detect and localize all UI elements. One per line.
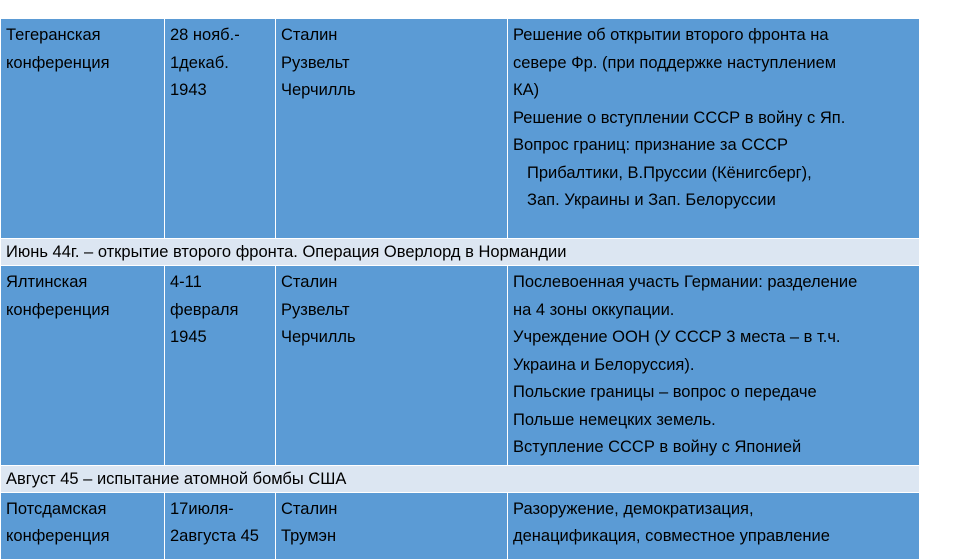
conference-name-cell xyxy=(1,19,165,239)
conference-leaders-cell xyxy=(276,266,508,466)
event-band-cell xyxy=(1,239,920,266)
table-row-potsdam xyxy=(1,492,920,559)
conference-date: 17июля- xyxy=(170,499,234,518)
conference-date: 1945 xyxy=(170,328,207,346)
leader-name: Черчилль xyxy=(281,328,356,346)
conference-date: 2августа 45 xyxy=(170,527,259,545)
conference-date: 4-11 xyxy=(170,273,202,291)
conference-date: 1декаб. xyxy=(170,53,229,72)
event-band-text: Август 45 – испытание атомной бомбы США xyxy=(6,469,347,488)
decision-line: Разоружение, демократизация, xyxy=(513,499,754,518)
conference-name: Ялтинская xyxy=(6,273,88,291)
event-band-text: Июнь 44г. – открытие второго фронта. Операция Оверлорд в Нормандии xyxy=(6,243,567,261)
leader-name: Сталин xyxy=(281,499,338,518)
conferences-table xyxy=(0,18,920,560)
conference-decisions-cell xyxy=(508,266,920,466)
conference-decisions-cell xyxy=(508,492,920,559)
decision-line: Решение о вступлении СССР в войну с Яп. xyxy=(513,108,846,127)
conference-dates-cell xyxy=(165,492,276,559)
decision-line: КА) xyxy=(513,81,540,99)
decision-line: Вопрос границ: признание за СССР xyxy=(513,136,788,154)
table-row-yalta xyxy=(1,266,920,466)
decision-line: на 4 зоны оккупации. xyxy=(513,300,675,319)
leader-name: Сталин xyxy=(281,26,338,44)
decision-line: Послевоенная участь Германии: разделение xyxy=(513,273,858,291)
decision-line: Решение об открытии второго фронта на xyxy=(513,26,829,44)
table-row-tehran xyxy=(1,19,920,239)
leader-name: Сталин xyxy=(281,273,338,291)
conference-name: конференция xyxy=(6,527,110,545)
decision-line: Польше немецких земель. xyxy=(513,410,716,429)
leader-name: Трумэн xyxy=(281,527,337,545)
conference-name: конференция xyxy=(6,53,110,72)
decision-line: Вступление СССР в войну с Японией xyxy=(513,438,802,456)
table-row-event-band xyxy=(1,239,920,266)
conference-dates-cell xyxy=(165,19,276,239)
decision-line: Прибалтики, В.Пруссии (Кёнигсберг), xyxy=(527,163,812,182)
conference-name-cell xyxy=(1,492,165,559)
conference-name: конференция xyxy=(6,300,110,319)
leader-name: Рузвельт xyxy=(281,53,350,72)
conference-dates-cell xyxy=(165,266,276,466)
conference-name: Потсдамская xyxy=(6,499,107,518)
decision-line: Украина и Белоруссия). xyxy=(513,355,695,374)
conference-leaders-cell xyxy=(276,492,508,559)
conference-name-cell xyxy=(1,266,165,466)
conference-date: 1943 xyxy=(170,81,207,99)
conference-date: 28 нояб.- xyxy=(170,26,240,44)
decision-line: денацификация, совместное управление xyxy=(513,527,830,545)
conference-leaders-cell xyxy=(276,19,508,239)
decision-line: Учреждение ООН (У СССР 3 места – в т.ч. xyxy=(513,328,841,346)
conference-date: февраля xyxy=(170,300,239,319)
decision-line: севере Фр. (при поддержке наступлением xyxy=(513,53,837,72)
event-band-cell xyxy=(1,465,920,492)
table-row-event-band xyxy=(1,465,920,492)
conference-decisions-cell xyxy=(508,19,920,239)
decision-line: Зап. Украины и Зап. Белоруссии xyxy=(527,191,776,209)
leader-name: Черчилль xyxy=(281,81,356,99)
leader-name: Рузвельт xyxy=(281,300,350,319)
decision-line: Польские границы – вопрос о передаче xyxy=(513,383,817,401)
conference-name: Тегеранская xyxy=(6,26,101,44)
